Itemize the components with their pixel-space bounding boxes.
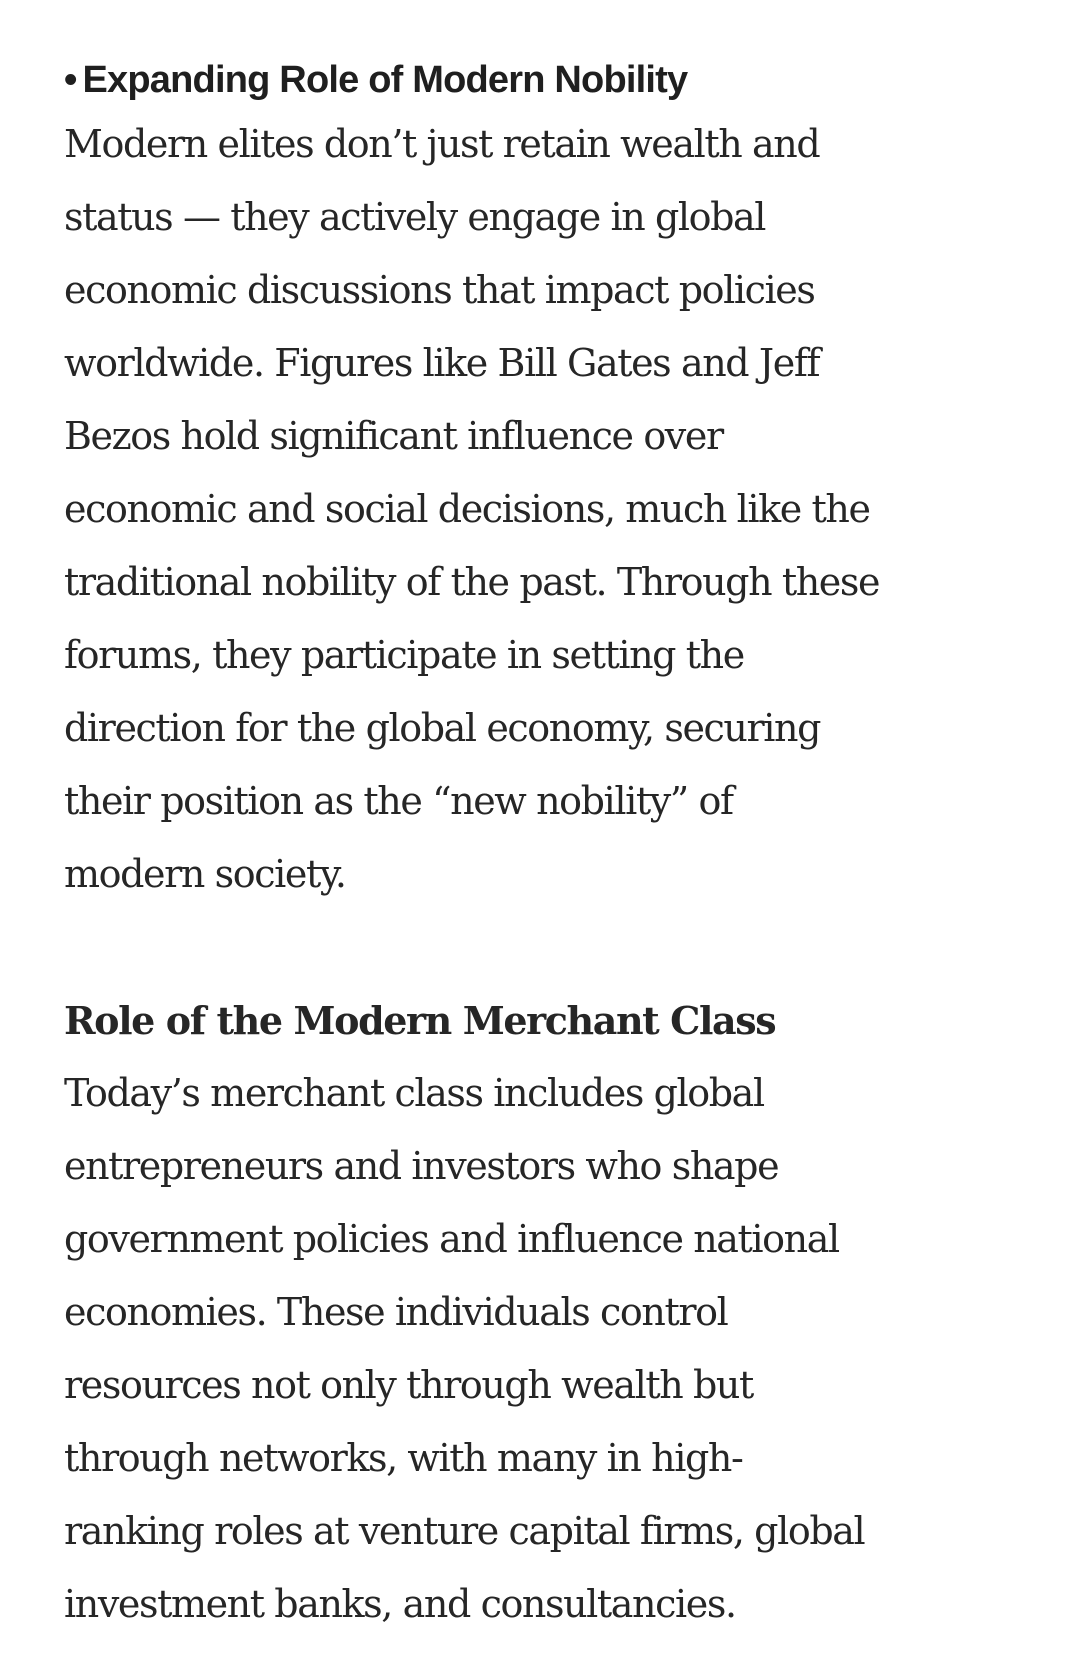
paragraph-line: modern society. [64,852,346,896]
paragraph-line: status — they actively engage in global [64,195,766,239]
paragraph-line: worldwide. Figures like Bill Gates and Jeff [64,341,820,385]
paragraph-line: government policies and influence national [64,1217,839,1261]
article-body [64,52,1024,1641]
paragraph-line: economic discussions that impact policies [64,268,815,312]
paragraph-line: direction for the global economy, securing [64,706,821,750]
bullet-icon: • [64,59,77,101]
paragraph-line: traditional nobility of the past. Through these [64,560,880,604]
section-heading-modern-nobility [64,52,1024,108]
paragraph-line: their position as the “new nobility” of [64,779,733,823]
paragraph-line: Modern elites don’t just retain wealth and [64,122,820,166]
section-heading-text: Expanding Role of Modern Nobility [82,59,688,101]
paragraph-line: economies. These individuals control [64,1290,728,1334]
paragraph-line: entrepreneurs and investors who shape [64,1144,779,1188]
paragraph-line: investment banks, and consultancies. [64,1582,736,1626]
paragraph-line: ranking roles at venture capital firms, global [64,1509,865,1553]
sub-heading-merchant-class: Role of the Modern Merchant Class [64,998,776,1043]
paragraph-line: resources not only through wealth but [64,1363,753,1407]
paragraph-line: economic and social decisions, much like the [64,487,870,531]
paragraph-modern-nobility [64,108,1024,911]
paragraph-line: forums, they participate in setting the [64,633,744,677]
paragraph-merchant-class [64,1057,1024,1641]
paragraph-spacer [64,911,1024,984]
paragraph-line: Today’s merchant class includes global [64,1071,764,1115]
paragraph-line: Bezos hold significant influence over [64,414,723,458]
paragraph-line: through networks, with many in high- [64,1436,743,1480]
